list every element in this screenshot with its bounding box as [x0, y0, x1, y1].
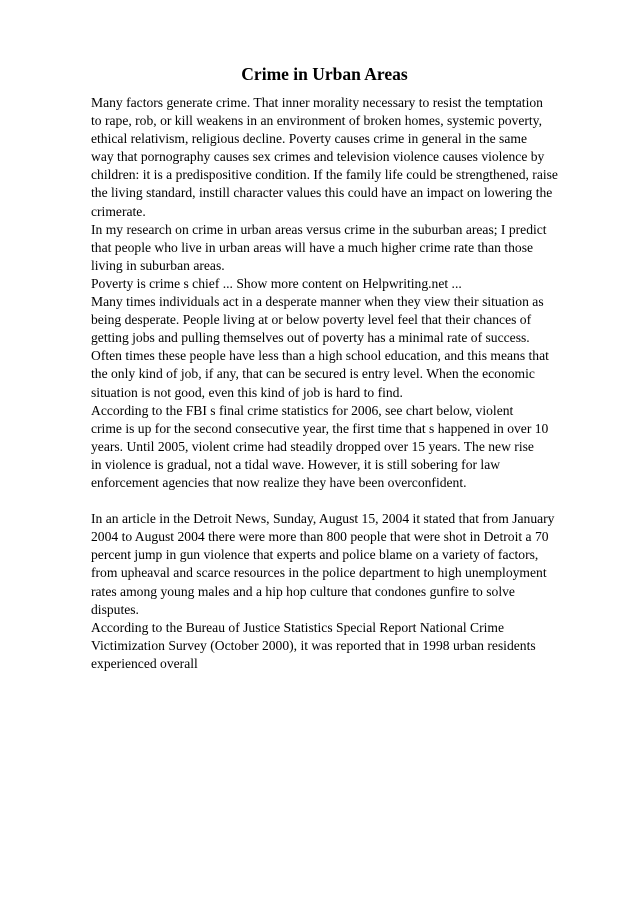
body-line: the only kind of job, if any, that can be secured is entry level. When the economic — [91, 366, 535, 382]
body-line: years. Until 2005, violent crime had steadily dropped over 15 years. The new rise — [91, 438, 534, 454]
body-line: way that pornography causes sex crimes and television violence causes violence by — [91, 149, 545, 165]
body-line: situation is not good, even this kind of job is hard to find. — [91, 384, 403, 400]
blank-line — [91, 492, 598, 510]
body-line: disputes. — [91, 601, 139, 617]
body-line: children: it is a predispositive condition. If the family life could be strengthened, raise — [91, 167, 558, 183]
body-line: that people who live in urban areas will have a much higher crime rate than those — [91, 239, 534, 255]
body-line: In my research on crime in urban areas versus crime in the suburban areas; I predict — [91, 221, 547, 237]
body-line: According to the FBI s final crime statistics for 2006, see chart below, violent — [91, 402, 514, 418]
body-line: ethical relativism, religious decline. Poverty causes crime in general in the same — [91, 131, 527, 147]
body-line: Poverty is crime s chief ... Show more content on Helpwriting.net ... — [91, 275, 462, 291]
body-line: crimerate. — [91, 203, 146, 219]
body-line: Many factors generate crime. That inner morality necessary to resist the temptation — [91, 95, 543, 110]
body-line: being desperate. People living at or below poverty level feel that their chances of — [91, 312, 532, 328]
body-line: rates among young males and a hip hop culture that condones gunfire to solve — [91, 583, 515, 599]
document-body — [91, 94, 598, 673]
body-line: Victimization Survey (October 2000), it was reported that in 1998 urban residents — [91, 637, 536, 653]
body-line: Many times individuals act in a desperate manner when they view their situation as — [91, 294, 544, 310]
body-line: from upheaval and scarce resources in the police department to high unemployment — [91, 565, 547, 581]
body-line: living in suburban areas. — [91, 257, 225, 273]
body-line: in violence is gradual, not a tidal wave. However, it is still sobering for law — [91, 456, 501, 472]
body-line: the living standard, instill character values this could have an impact on lowering the — [91, 185, 553, 201]
body-line: 2004 to August 2004 there were more than 800 people that were shot in Detroit a 70 — [91, 529, 549, 545]
body-line: Often times these people have less than a high school education, and this means that — [91, 348, 549, 364]
body-line: In an article in the Detroit News, Sunday, August 15, 2004 it stated that from January — [91, 511, 555, 527]
body-line: According to the Bureau of Justice Statistics Special Report National Crime — [91, 619, 505, 635]
body-line: crime is up for the second consecutive year, the first time that s happened in over 10 — [91, 420, 549, 436]
body-line: enforcement agencies that now realize they have been overconfident. — [91, 474, 467, 490]
body-line: experienced overall — [91, 655, 198, 671]
body-line: to rape, rob, or kill weakens in an environment of broken homes, systemic poverty, — [91, 113, 542, 129]
body-line: percent jump in gun violence that experts and police blame on a variety of factors, — [91, 547, 539, 563]
body-line: getting jobs and pulling themselves out of poverty has a minimal rate of success. — [91, 330, 530, 346]
document-title: Crime in Urban Areas — [241, 64, 408, 84]
